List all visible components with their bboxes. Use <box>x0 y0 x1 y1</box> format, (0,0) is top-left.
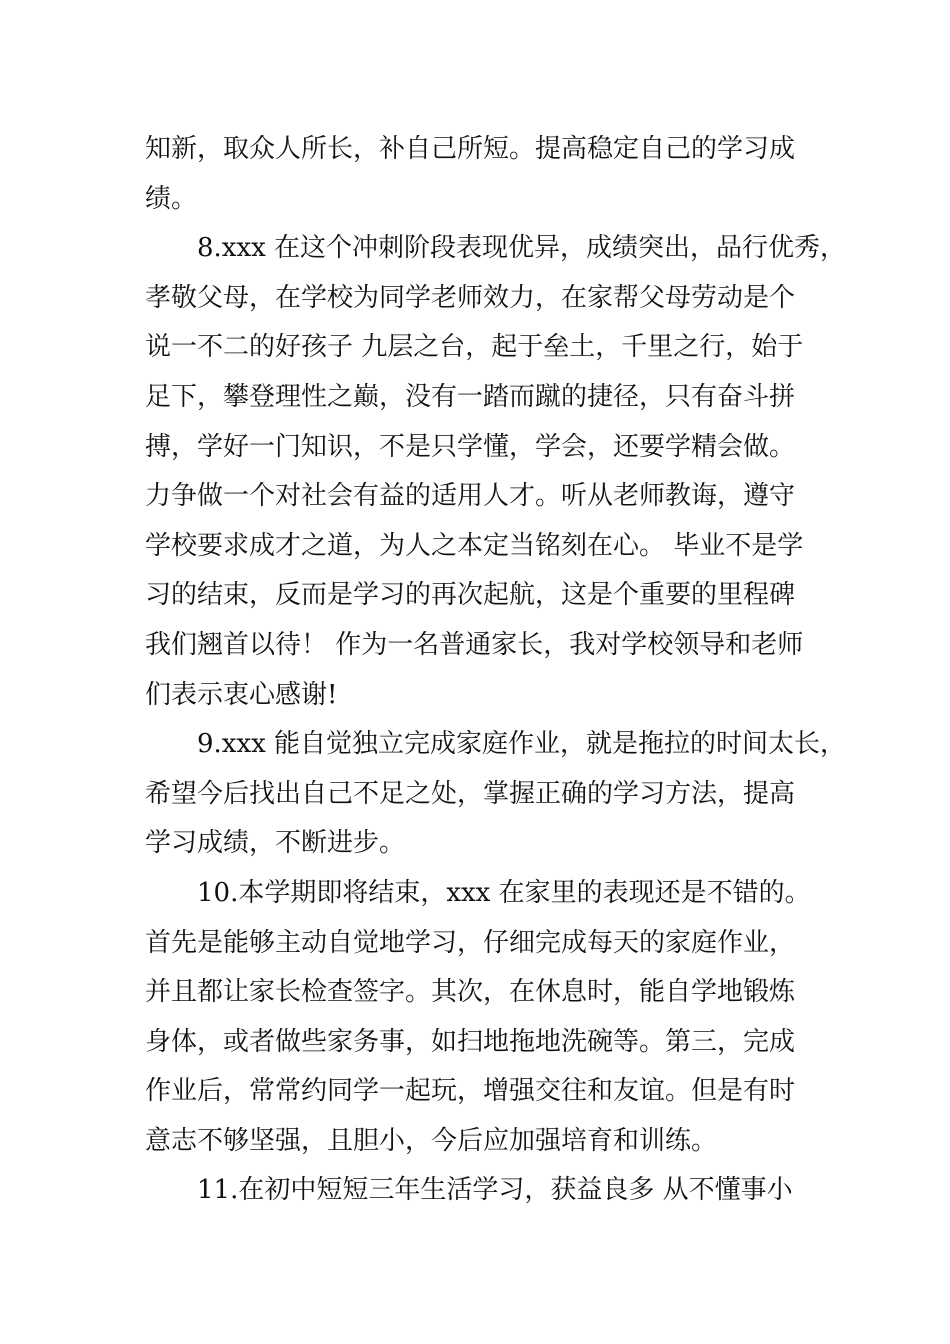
text-line: 孝敬父母，在学校为同学老师效力，在家帮父母劳动是个 <box>145 282 796 313</box>
text-line: 首先是能够主动自觉地学习，仔细完成每天的家庭作业， <box>145 927 796 958</box>
text-line: 们表示衷心感谢! <box>145 679 338 710</box>
text-line: 习的结束，反而是学习的再次起航，这是个重要的里程碑 <box>145 580 796 611</box>
text-line: 我们翘首以待！ 作为一名普通家长，我对学校领导和老师 <box>145 629 804 660</box>
text-line: 意志不够坚强，且胆小，今后应加强培育和训练。 <box>145 1125 718 1156</box>
paragraph-10-start: 10.本学期即将结束，xxx 在家里的表现还是不错的。 <box>197 877 811 908</box>
text-line: 希望今后找出自己不足之处，掌握正确的学习方法，提高 <box>145 778 796 809</box>
paragraph-8-start: 8.xxx 在这个冲刺阶段表现优异，成绩突出，品行优秀， <box>197 233 847 264</box>
body-text <box>145 125 847 1216</box>
text-line: 绩。 <box>145 183 198 214</box>
paragraph-9-start: 9.xxx 能自觉独立完成家庭作业，就是拖拉的时间太长， <box>197 729 847 760</box>
text-line: 知新，取众人所长，补自己所短。提高稳定自己的学习成 <box>145 134 796 164</box>
text-line: 学习成绩，不断进步。 <box>145 828 406 859</box>
text-line: 搏，学好一门知识，不是只学懂，学会，还要学精会做。 <box>145 431 796 462</box>
text-line: 学校要求成才之道，为人之本定当铭刻在心。 毕业不是学 <box>145 530 804 561</box>
text-line: 力争做一个对社会有益的适用人才。听从老师教诲，遵守 <box>145 481 796 512</box>
text-line: 说一不二的好孩子 九层之台，起于垒土，千里之行，始于 <box>145 332 804 363</box>
paragraph-11-start: 11.在初中短短三年生活学习，获益良多 从不懂事小 <box>197 1175 793 1206</box>
text-line: 足下，攀登理性之巅，没有一踏而蹴的捷径，只有奋斗拼 <box>145 381 796 412</box>
text-line: 作业后，常常约同学一起玩，增强交往和友谊。但是有时 <box>145 1076 796 1107</box>
text-line: 并且都让家长检查签字。其次，在休息时，能自学地锻炼 <box>145 977 796 1008</box>
text-line: 身体，或者做些家务事，如扫地拖地洗碗等。第三，完成 <box>145 1026 796 1057</box>
